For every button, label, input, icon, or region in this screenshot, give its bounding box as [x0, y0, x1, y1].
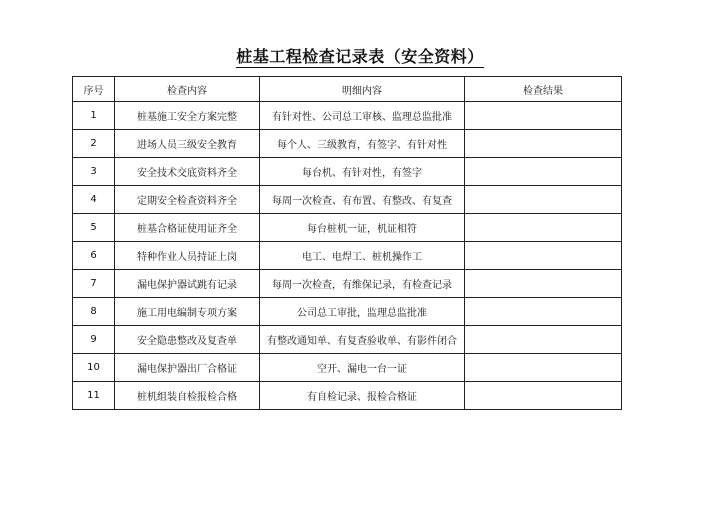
table-row: [73, 270, 622, 298]
table-header-row: [73, 77, 622, 102]
cell-inspection-item: 桩机组装自检报检合格: [115, 382, 260, 410]
cell-result: [465, 102, 622, 130]
table-row: [73, 102, 622, 130]
cell-inspection-item: 漏电保护器试跳有记录: [115, 270, 260, 298]
cell-serial-no: 5: [73, 214, 115, 242]
cell-detail: 每台机、有针对性，有签字: [260, 158, 465, 186]
cell-serial-no: 2: [73, 130, 115, 158]
cell-serial-no: 8: [73, 298, 115, 326]
cell-detail: 每个人、三级教育，有签字、有针对性: [260, 130, 465, 158]
cell-result: [465, 326, 622, 354]
cell-result: [465, 270, 622, 298]
cell-inspection-item: 桩基合格证使用证齐全: [115, 214, 260, 242]
cell-result: [465, 382, 622, 410]
cell-inspection-item: 特种作业人员持证上岗: [115, 242, 260, 270]
cell-result: [465, 242, 622, 270]
document-title-text: 桩基工程检查记录表（安全资料）: [236, 47, 484, 66]
header-result: 检查结果: [465, 77, 622, 102]
cell-result: [465, 354, 622, 382]
cell-inspection-item: 进场人员三级安全教育: [115, 130, 260, 158]
cell-result: [465, 298, 622, 326]
cell-inspection-item: 安全技术交底资料齐全: [115, 158, 260, 186]
cell-serial-no: 10: [73, 354, 115, 382]
cell-result: [465, 158, 622, 186]
header-inspection-item: 检查内容: [115, 77, 260, 102]
cell-inspection-item: 定期安全检查资料齐全: [115, 186, 260, 214]
cell-detail: 空开、漏电一台一证: [260, 354, 465, 382]
header-serial-no: 序号: [73, 77, 115, 102]
document-title: [0, 47, 720, 67]
cell-inspection-item: 安全隐患整改及复查单: [115, 326, 260, 354]
cell-serial-no: 11: [73, 382, 115, 410]
header-detail: 明细内容: [260, 77, 465, 102]
cell-serial-no: 6: [73, 242, 115, 270]
table-row: [73, 354, 622, 382]
table-row: [73, 130, 622, 158]
cell-inspection-item: 漏电保护器出厂合格证: [115, 354, 260, 382]
cell-detail: 有针对性、公司总工审核、监理总监批准: [260, 102, 465, 130]
cell-inspection-item: 桩基施工安全方案完整: [115, 102, 260, 130]
cell-detail: 每周一次检查、有布置、有整改、有复查: [260, 186, 465, 214]
cell-serial-no: 1: [73, 102, 115, 130]
cell-result: [465, 130, 622, 158]
cell-detail: 每台桩机一证，机证相符: [260, 214, 465, 242]
cell-serial-no: 9: [73, 326, 115, 354]
cell-serial-no: 3: [73, 158, 115, 186]
table-row: [73, 158, 622, 186]
table-row: [73, 186, 622, 214]
table-row: [73, 242, 622, 270]
cell-result: [465, 214, 622, 242]
cell-detail: 每周一次检查，有维保记录，有检查记录: [260, 270, 465, 298]
table-row: [73, 298, 622, 326]
cell-detail: 有自检记录、报检合格证: [260, 382, 465, 410]
table-row: [73, 326, 622, 354]
cell-detail: 公司总工审批，监理总监批准: [260, 298, 465, 326]
cell-detail: 电工、电焊工、桩机操作工: [260, 242, 465, 270]
cell-inspection-item: 施工用电编制专项方案: [115, 298, 260, 326]
table-row: [73, 382, 622, 410]
cell-detail: 有整改通知单、有复查验收单、有影件闭合: [260, 326, 465, 354]
cell-serial-no: 7: [73, 270, 115, 298]
inspection-record-table: [72, 76, 622, 410]
cell-result: [465, 186, 622, 214]
table-row: [73, 214, 622, 242]
cell-serial-no: 4: [73, 186, 115, 214]
